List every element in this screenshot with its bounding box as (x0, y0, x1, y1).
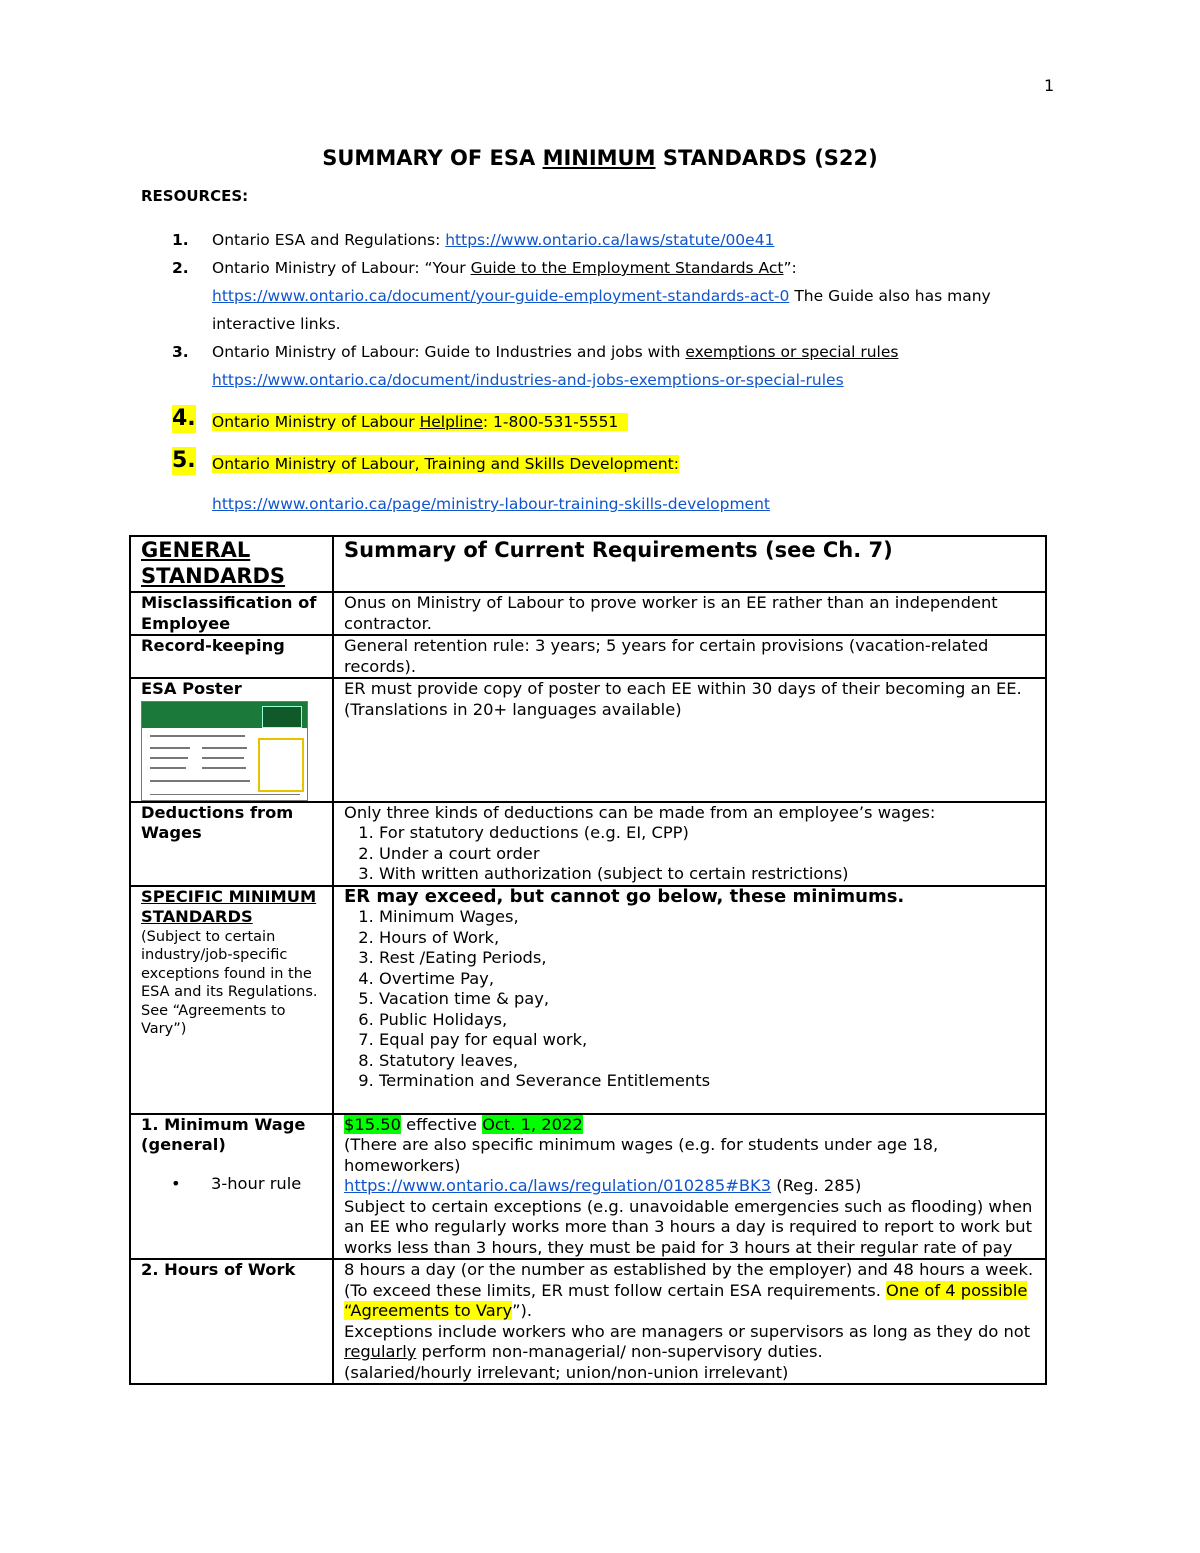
list-item: 2. Under a court order (379, 844, 1035, 865)
list-item: 5. Vacation time & pay, (379, 989, 1035, 1010)
document-title: SUMMARY OF ESA MINIMUM STANDARDS (S22) (322, 146, 878, 170)
list-item: 7. Equal pay for equal work, (379, 1030, 1035, 1051)
specific-standards-list (344, 907, 1035, 1092)
list-item: 6. Public Holidays, (379, 1010, 1035, 1031)
list-item: 1. For statutory deductions (e.g. EI, CPP) (379, 823, 1035, 844)
table-row (130, 592, 1046, 635)
resources-list (172, 226, 1072, 518)
list-item: 9. Termination and Severance Entitlements (379, 1071, 1035, 1092)
list-item: 2. Hours of Work, (379, 928, 1035, 949)
esa-poster-image (141, 701, 308, 801)
row-label-esa-poster: ESA Poster (141, 679, 242, 698)
industries-exemptions-link[interactable]: https://www.ontario.ca/document/industries-and-jobs-exemptions-or-special-rules (212, 371, 844, 389)
list-item: 1. Minimum Wages, (379, 907, 1035, 928)
resource-item-1: 1. Ontario ESA and Regulations: https://www.ontario.ca/laws/statute/00e41 (172, 231, 775, 249)
page-number: 1 (1044, 76, 1055, 95)
hours-exceed-text: (To exceed these limits, ER must follow certain ESA requirements. One of 4 possible “Agreements to Vary”). (344, 1280, 1028, 1320)
resources-heading: RESOURCES: (141, 187, 249, 205)
list-item: 3. With written authorization (subject to certain restrictions) (379, 864, 1035, 885)
minimum-wage-rate: $15.50 effective Oct. 1, 2022 (344, 1114, 583, 1134)
list-item: 8. Statutory leaves, (379, 1051, 1035, 1072)
row-text-record-keeping: General retention rule: 3 years; 5 years for certain provisions (vacation-related records). (333, 635, 1046, 678)
row-text-misclassification: Onus on Ministry of Labour to prove worker is an EE rather than an independent contractor. (333, 592, 1046, 635)
row-text-esa-poster: ER must provide copy of poster to each EE within 30 days of their becoming an EE. (Translations in 20+ languages available) (333, 678, 1046, 802)
list-item: 3. Rest /Eating Periods, (379, 948, 1035, 969)
row-label-record-keeping: Record-keeping (130, 635, 333, 678)
resource-item-5: 5. Ontario Ministry of Labour, Training and Skills Development: https://www.ontario.ca/page/ministry-labour-training-skills-development (172, 448, 770, 513)
deductions-intro: Only three kinds of deductions can be made from an employee’s wages: (344, 802, 936, 822)
table-header-row (130, 536, 1046, 592)
three-hour-rule-text: Subject to certain exceptions (e.g. unavoidable emergencies such as flooding) when an EE who regularly works more than 3 hours a day is required to report to work but works less than 3 hours, they must be paid for 3 hours at their regular rate of pay (344, 1196, 1033, 1257)
resource-item-3: 3. Ontario Ministry of Labour: Guide to Industries and jobs with exemptions or special rules https://www.ontario.ca/document/industries-and-jobs-exemptions-or-special-rules (172, 343, 899, 389)
table-row (130, 802, 1046, 886)
ministry-page-link[interactable]: https://www.ontario.ca/page/ministry-labour-training-skills-development (212, 495, 770, 513)
row-label-deductions: Deductions from Wages (130, 802, 333, 886)
specific-standards-note: (Subject to certain industry/job-specific exceptions found in the ESA and its Regulations. See “Agreements to Vary”) (141, 928, 318, 1037)
table-row (130, 635, 1046, 678)
general-standards-header: GENERAL STANDARDS (141, 538, 286, 588)
table-row (130, 678, 1046, 802)
specific-wages-note: (There are also specific minimum wages (e.g. for students under age 18, homeworkers) (344, 1135, 939, 1175)
hours-limit-text: 8 hours a day (or the number as established by the employer) and 48 hours a week. (344, 1260, 1034, 1279)
regulation-285-link[interactable]: https://www.ontario.ca/laws/regulation/010285#BK3 (344, 1176, 772, 1195)
list-item: 4. Overtime Pay, (379, 969, 1035, 990)
row-label-minimum-wage: 1. Minimum Wage (general) (141, 1114, 306, 1154)
specific-standards-lead: ER may exceed, but cannot go below, these minimums. (344, 885, 905, 907)
row-label-misclassification: Misclassification of Employee (130, 592, 333, 635)
standards-table (129, 535, 1047, 1385)
row-label-specific-standards: SPECIFIC MINIMUM STANDARDS (141, 886, 317, 926)
table-row (130, 1259, 1046, 1384)
three-hour-rule-bullet: • 3-hour rule (171, 1173, 302, 1193)
resource-item-2: 2. Ontario Ministry of Labour: “Your Guide to the Employment Standards Act”: https://www.ontario.ca/document/your-guide-employment-standards-act-0 The Guide also has many interactive links. (172, 259, 991, 333)
hours-exceptions-text: Exceptions include workers who are managers or supervisors as long as they do not regularly perform non-managerial/ non-supervisory duties. (344, 1321, 1031, 1361)
resource-item-4: 4. Ontario Ministry of Labour Helpline: 1-800-531-5551 (172, 408, 1072, 436)
esa-guide-link[interactable]: https://www.ontario.ca/document/your-guide-employment-standards-act-0 (212, 287, 790, 305)
hours-irrelevant-note: (salaried/hourly irrelevant; union/non-union irrelevant) (344, 1362, 789, 1382)
esa-statute-link[interactable]: https://www.ontario.ca/laws/statute/00e41 (445, 231, 775, 249)
row-label-hours-of-work: 2. Hours of Work (130, 1259, 333, 1384)
table-row (130, 886, 1046, 1114)
table-row: 1. Minimum Wage (general) • 3-hour rule $15.50 effective Oct. 1, 2022 (There are also specific minimum wages (e.g. for students under age 18, homeworkers) https://www.ontario.ca/laws/regulation/010285#BK3 (Reg. 285) Subject to certain exceptions (e.g. unavoidable emergencies such as flooding) when an EE who regularly works more than 3 hours a day is required to report to work but works less than 3 hours, they must be paid for 3 hours at their regular rate of pay (130, 1114, 1046, 1260)
deductions-list (344, 823, 1035, 885)
summary-header: Summary of Current Requirements (see Ch. 7) (344, 538, 893, 562)
